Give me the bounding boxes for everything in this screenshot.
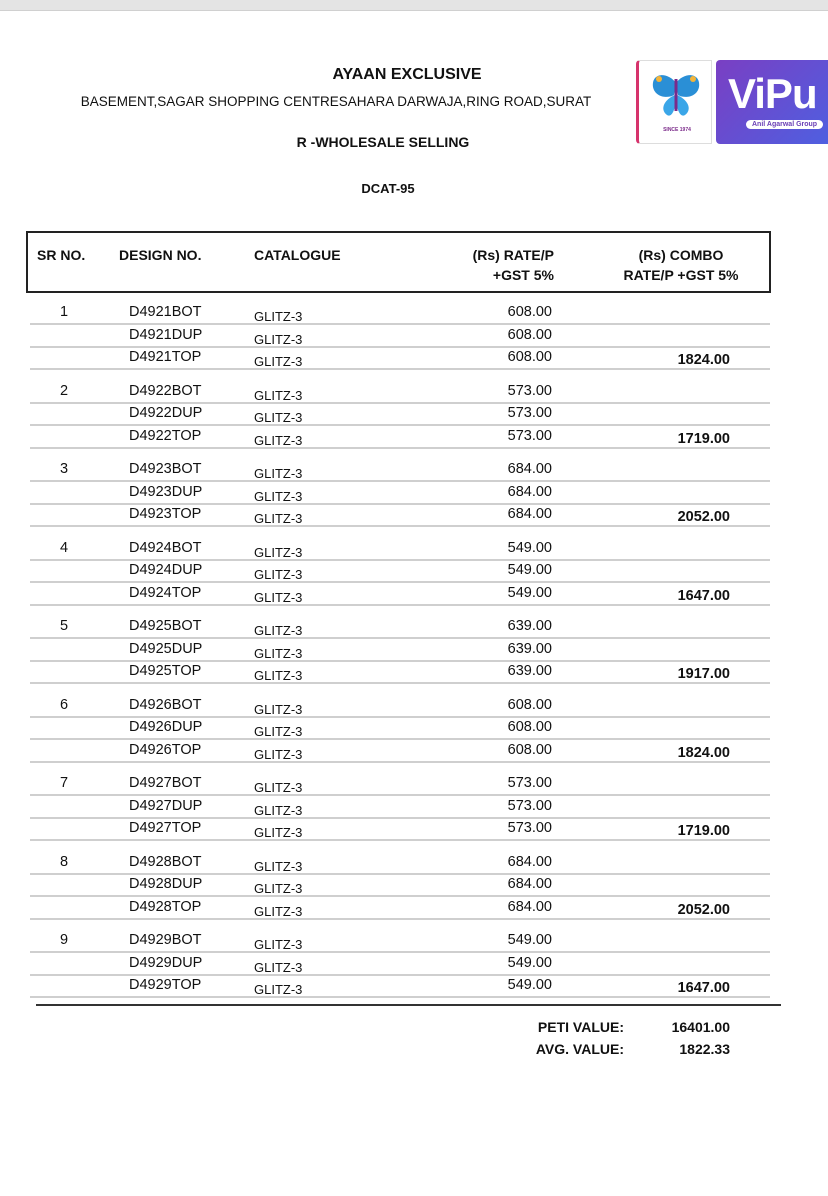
row-rate: 608.00 xyxy=(507,304,552,320)
row-rate: 684.00 xyxy=(507,853,552,870)
row-rate: 684.00 xyxy=(507,898,552,915)
table-row xyxy=(30,427,770,449)
row-design-no: D4923BOT xyxy=(129,461,202,477)
header-rate-line1: (Rs) RATE/P xyxy=(472,247,554,263)
row-combo-rate: 1719.00 xyxy=(677,430,730,447)
row-rate: 684.00 xyxy=(507,876,552,892)
row-design-no: D4923DUP xyxy=(129,483,203,500)
row-catalogue: GLITZ-3 xyxy=(254,701,303,717)
table-row xyxy=(30,662,770,684)
row-design-no: D4921DUP xyxy=(129,326,203,343)
header-rate xyxy=(438,245,554,285)
row-design-no: D4925BOT xyxy=(129,618,202,634)
row-catalogue: GLITZ-3 xyxy=(254,724,303,739)
table-row xyxy=(30,382,770,404)
row-sr-no: 5 xyxy=(59,618,69,634)
logo-since-text: SINCE 1974 xyxy=(663,127,691,133)
table-row xyxy=(30,617,770,639)
row-design-no: D4928TOP xyxy=(129,898,202,915)
screenshot-top-bar xyxy=(0,0,828,11)
table-row xyxy=(30,898,770,920)
row-design-no: D4927BOT xyxy=(129,775,202,791)
table-row xyxy=(30,718,770,740)
avg-value: 1822.33 xyxy=(679,1041,730,1057)
row-design-no: D4929TOP xyxy=(129,977,202,993)
row-rate: 573.00 xyxy=(507,427,552,444)
row-rate: 549.00 xyxy=(507,562,552,578)
row-rate: 639.00 xyxy=(507,618,552,634)
header-rate-line2: +GST 5% xyxy=(492,267,554,283)
row-catalogue: GLITZ-3 xyxy=(254,466,303,481)
row-combo-rate: 2052.00 xyxy=(677,901,730,918)
document-code: DCAT-95 xyxy=(361,181,415,196)
row-catalogue: GLITZ-3 xyxy=(254,802,303,818)
row-catalogue: GLITZ-3 xyxy=(254,387,303,403)
table-row xyxy=(30,774,770,796)
row-design-no: D4928BOT xyxy=(129,853,202,870)
row-catalogue: GLITZ-3 xyxy=(254,645,303,661)
row-catalogue: GLITZ-3 xyxy=(254,623,303,638)
table-row xyxy=(30,797,770,819)
table-row xyxy=(30,853,770,875)
row-catalogue: GLITZ-3 xyxy=(254,488,303,504)
row-sr-no: 7 xyxy=(59,775,69,791)
row-design-no: D4924TOP xyxy=(129,584,202,601)
row-catalogue: GLITZ-3 xyxy=(254,511,303,526)
table-row xyxy=(30,539,770,561)
row-catalogue: GLITZ-3 xyxy=(254,432,303,448)
row-catalogue: GLITZ-3 xyxy=(254,903,303,919)
row-catalogue: GLITZ-3 xyxy=(254,410,303,425)
row-rate: 639.00 xyxy=(507,663,552,679)
table-row xyxy=(30,404,770,426)
row-rate: 608.00 xyxy=(507,349,552,365)
row-design-no: D4927DUP xyxy=(129,797,203,814)
row-design-no: D4923TOP xyxy=(129,506,202,522)
row-catalogue: GLITZ-3 xyxy=(254,858,303,874)
row-design-no: D4929DUP xyxy=(129,954,203,971)
row-rate: 573.00 xyxy=(507,775,552,791)
table-row xyxy=(30,303,770,325)
row-sr-no: 8 xyxy=(59,853,69,870)
row-catalogue: GLITZ-3 xyxy=(254,825,303,840)
row-combo-rate: 1824.00 xyxy=(677,744,730,761)
row-rate: 639.00 xyxy=(507,640,552,657)
table-header xyxy=(26,231,771,293)
row-combo-rate: 1647.00 xyxy=(677,587,730,604)
row-rate: 608.00 xyxy=(507,719,552,735)
row-rate: 549.00 xyxy=(507,932,552,948)
row-sr-no: 2 xyxy=(59,382,69,399)
table-row xyxy=(30,505,770,527)
table-row xyxy=(30,640,770,662)
row-rate: 549.00 xyxy=(507,954,552,971)
table-row xyxy=(30,326,770,348)
row-design-no: D4926BOT xyxy=(129,696,202,713)
company-name: AYAAN EXCLUSIVE xyxy=(332,66,482,83)
brand-group-tag: Anil Agarwal Group xyxy=(746,120,823,129)
row-design-no: D4924DUP xyxy=(129,562,203,578)
table-row xyxy=(30,584,770,606)
row-catalogue: GLITZ-3 xyxy=(254,567,303,582)
table-row xyxy=(30,483,770,505)
table-row xyxy=(30,875,770,897)
row-catalogue: GLITZ-3 xyxy=(254,668,303,683)
table-row xyxy=(30,931,770,953)
row-rate: 549.00 xyxy=(507,539,552,556)
butterfly-icon xyxy=(641,65,711,129)
table-row xyxy=(30,348,770,370)
row-sr-no: 3 xyxy=(59,461,69,477)
brand-logo xyxy=(636,60,828,144)
row-combo-rate: 1917.00 xyxy=(677,666,730,682)
brand-wordmark: ViPu xyxy=(728,70,817,117)
table-row xyxy=(30,976,770,998)
row-combo-rate: 1647.00 xyxy=(677,980,730,996)
table-row xyxy=(30,741,770,763)
row-design-no: D4927TOP xyxy=(129,820,202,836)
table-row xyxy=(30,696,770,718)
row-design-no: D4924BOT xyxy=(129,539,202,556)
table-row xyxy=(30,819,770,841)
row-combo-rate: 1824.00 xyxy=(677,352,730,368)
peti-value: 16401.00 xyxy=(671,1019,730,1035)
row-design-no: D4921TOP xyxy=(129,349,202,365)
row-combo-rate: 2052.00 xyxy=(677,509,730,525)
row-catalogue: GLITZ-3 xyxy=(254,780,303,795)
peti-value-label: PETI VALUE: xyxy=(537,1019,624,1035)
row-sr-no: 4 xyxy=(59,539,69,556)
row-catalogue: GLITZ-3 xyxy=(254,959,303,975)
row-catalogue: GLITZ-3 xyxy=(254,982,303,997)
row-design-no: D4922BOT xyxy=(129,382,202,399)
table-bottom-rule xyxy=(36,1004,781,1006)
row-design-no: D4921BOT xyxy=(129,304,202,320)
row-rate: 608.00 xyxy=(507,741,552,758)
row-catalogue: GLITZ-3 xyxy=(254,881,303,896)
row-design-no: D4925DUP xyxy=(129,640,203,657)
row-catalogue: GLITZ-3 xyxy=(254,331,303,347)
row-rate: 549.00 xyxy=(507,584,552,601)
selling-type: R -WHOLESALE SELLING xyxy=(296,134,470,150)
row-design-no: D4926DUP xyxy=(129,719,203,735)
logo-wordmark-panel xyxy=(716,60,828,144)
row-design-no: D4922DUP xyxy=(129,405,203,421)
company-address: BASEMENT,SAGAR SHOPPING CENTRESAHARA DARWAJA,RING ROAD,SURAT xyxy=(80,94,592,109)
table-row xyxy=(30,561,770,583)
avg-value-label: AVG. VALUE: xyxy=(535,1041,624,1057)
row-design-no: D4926TOP xyxy=(129,741,202,758)
row-design-no: D4922TOP xyxy=(129,427,202,444)
header-design-no: DESIGN NO. xyxy=(119,247,202,263)
table-row xyxy=(30,954,770,976)
row-rate: 684.00 xyxy=(507,506,552,522)
row-catalogue: GLITZ-3 xyxy=(254,937,303,952)
row-rate: 573.00 xyxy=(507,820,552,836)
row-rate: 684.00 xyxy=(507,461,552,477)
table-row xyxy=(30,460,770,482)
row-catalogue: GLITZ-3 xyxy=(254,309,303,324)
row-sr-no: 1 xyxy=(59,304,69,320)
header-combo-rate xyxy=(606,245,756,285)
row-catalogue: GLITZ-3 xyxy=(254,746,303,762)
row-rate: 573.00 xyxy=(507,405,552,421)
row-rate: 573.00 xyxy=(507,797,552,814)
row-sr-no: 9 xyxy=(59,932,69,948)
row-combo-rate: 1719.00 xyxy=(677,823,730,839)
row-catalogue: GLITZ-3 xyxy=(254,589,303,605)
header-catalogue: CATALOGUE xyxy=(254,247,341,263)
row-sr-no: 6 xyxy=(59,696,69,713)
logo-emblem xyxy=(636,60,712,144)
row-catalogue: GLITZ-3 xyxy=(254,544,303,560)
row-rate: 684.00 xyxy=(507,483,552,500)
row-rate: 608.00 xyxy=(507,696,552,713)
row-design-no: D4925TOP xyxy=(129,663,202,679)
header-combo-line1: (Rs) COMBO xyxy=(638,247,724,263)
row-catalogue: GLITZ-3 xyxy=(254,354,303,369)
row-rate: 608.00 xyxy=(507,326,552,343)
row-rate: 573.00 xyxy=(507,382,552,399)
row-design-no: D4928DUP xyxy=(129,876,203,892)
row-design-no: D4929BOT xyxy=(129,932,202,948)
row-rate: 549.00 xyxy=(507,977,552,993)
header-combo-line2: RATE/P +GST 5% xyxy=(623,267,739,283)
header-sr-no: SR NO. xyxy=(37,247,86,263)
